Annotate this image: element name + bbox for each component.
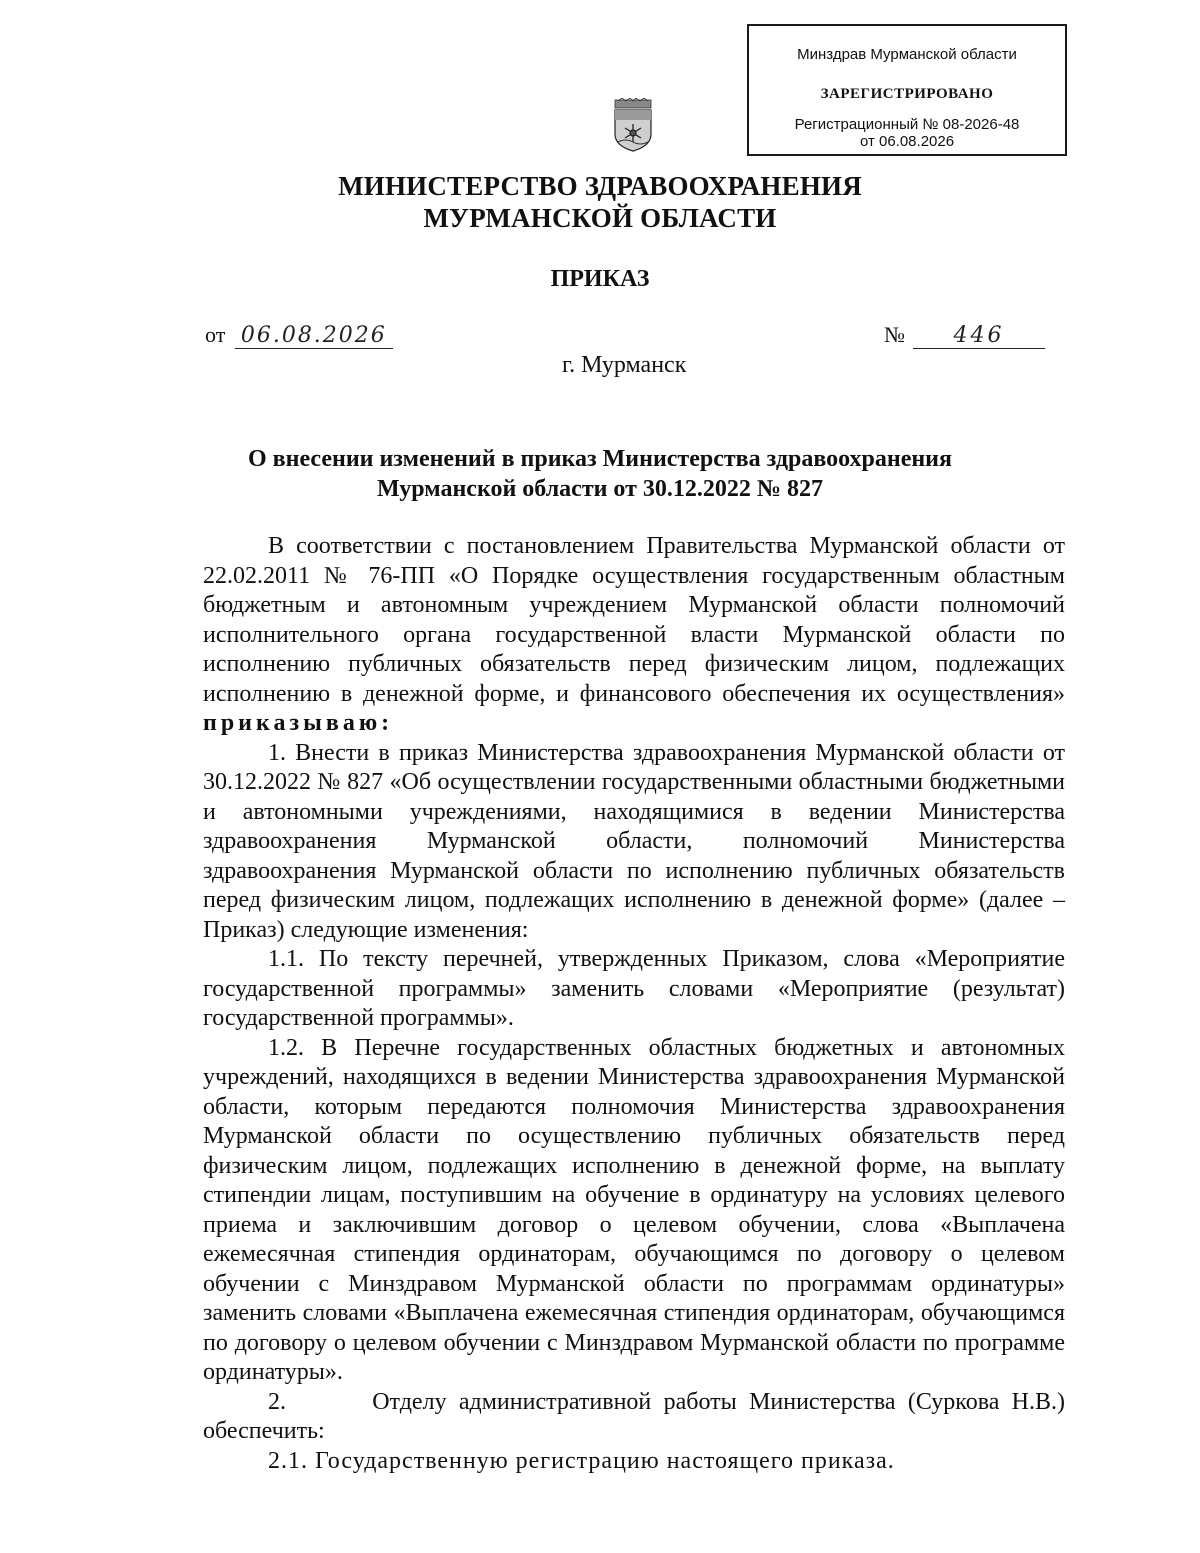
ministry-line-1: МИНИСТЕРСТВО ЗДРАВООХРАНЕНИЯ: [338, 171, 862, 201]
subject-line-2: Мурманской области от 30.12.2022 № 827: [376, 476, 824, 502]
item-2-number: 2.: [268, 1388, 286, 1415]
preamble-text: В соответствии с постановлением Правительства Мурманской области от 22.02.2011 № 76-ПП «О Порядке осуществления государственным областным бюджетным и автономным учреждением Мурманской области полномочий исполнительного органа государственной власти Мурманской области по исполнению публичных обязательств перед физическим лицом, подлежащих исполнению в денежной форме, и финансового обеспечения их осуществления»: [203, 533, 1065, 707]
number-prefix: №: [884, 322, 905, 347]
stamp-reg-date: от 06.08.2026: [859, 133, 955, 150]
command-word: приказываю:: [203, 710, 394, 736]
ministry-line-2: МУРМАНСКОЙ ОБЛАСТИ: [423, 203, 777, 233]
item-2-1: 2.1. Государственную регистрацию настоящего приказа.: [268, 1447, 895, 1474]
ministry-name: [0, 170, 1200, 234]
subject-line-1: О внесении изменений в приказ Министерства здравоохранения: [247, 446, 952, 472]
item-1-2: 1.2. В Перечне государственных областных бюджетных и автономных учреждений, находящихся в ведении Министерства здравоохранения Мурманской области, которым передаются полномочия Министерства здравоохранения Мурманской области по осуществлению публичных обязательств перед физическим лицом, подлежащих исполнению в денежной форме, на выплату стипендии лицам, поступившим на обучение в ординатуру на условиях целевого приема и заключившим договор о целевом обучении, слова «Выплачена ежемесячная стипендия ординаторам, обучающимся по договору о целевом обучении с Минздравом Мурманской области по программам ординатуры» заменить словами «Выплачена ежемесячная стипендия ординаторам, обучающимся по договору о целевом обучении с Минздравом Мурманской области по программе ординатуры».: [203, 1034, 1065, 1385]
order-number: [884, 322, 1045, 349]
document-type: ПРИКАЗ: [550, 266, 650, 292]
item-1-1: 1.1. По тексту перечней, утвержденных Приказом, слова «Мероприятие государственной программы» заменить словами «Мероприятие (результат) государственной программы».: [203, 946, 1065, 1031]
date-prefix: от: [205, 322, 226, 347]
coat-of-arms-icon: [612, 98, 654, 152]
registration-stamp: [747, 24, 1067, 156]
item-1: 1. Внести в приказ Министерства здравоохранения Мурманской области от 30.12.2022 № 827 «Об осуществлении государственными областными бюджетными и автономными учреждениями, находящимися в ведении Министерства здравоохранения Мурманской области, полномочий Министерства здравоохранения Мурманской области по исполнению публичных обязательств перед физическим лицом, подлежащих исполнению в денежной форме» (далее – Приказ) следующие изменения:: [203, 739, 1065, 943]
order-date: [205, 322, 393, 349]
city: г. Мурманск: [562, 352, 687, 378]
order-subject: [0, 444, 1200, 504]
item-2-text: Отделу административной работы Министерства (Суркова Н.В.) обеспечить:: [203, 1388, 1066, 1444]
stamp-organization: Минздрав Мурманской области: [797, 46, 1017, 63]
item-2: [203, 1388, 1065, 1447]
preamble-paragraph: [203, 532, 1065, 739]
number-value: 446: [913, 323, 1045, 349]
date-value: 06.08.2026: [235, 323, 393, 349]
stamp-registration: [749, 116, 1065, 150]
stamp-status: ЗАРЕГИСТРИРОВАНО: [820, 86, 994, 102]
order-body: [203, 532, 1065, 1476]
stamp-reg-number: Регистрационный № 08-2026-48: [794, 116, 1020, 133]
